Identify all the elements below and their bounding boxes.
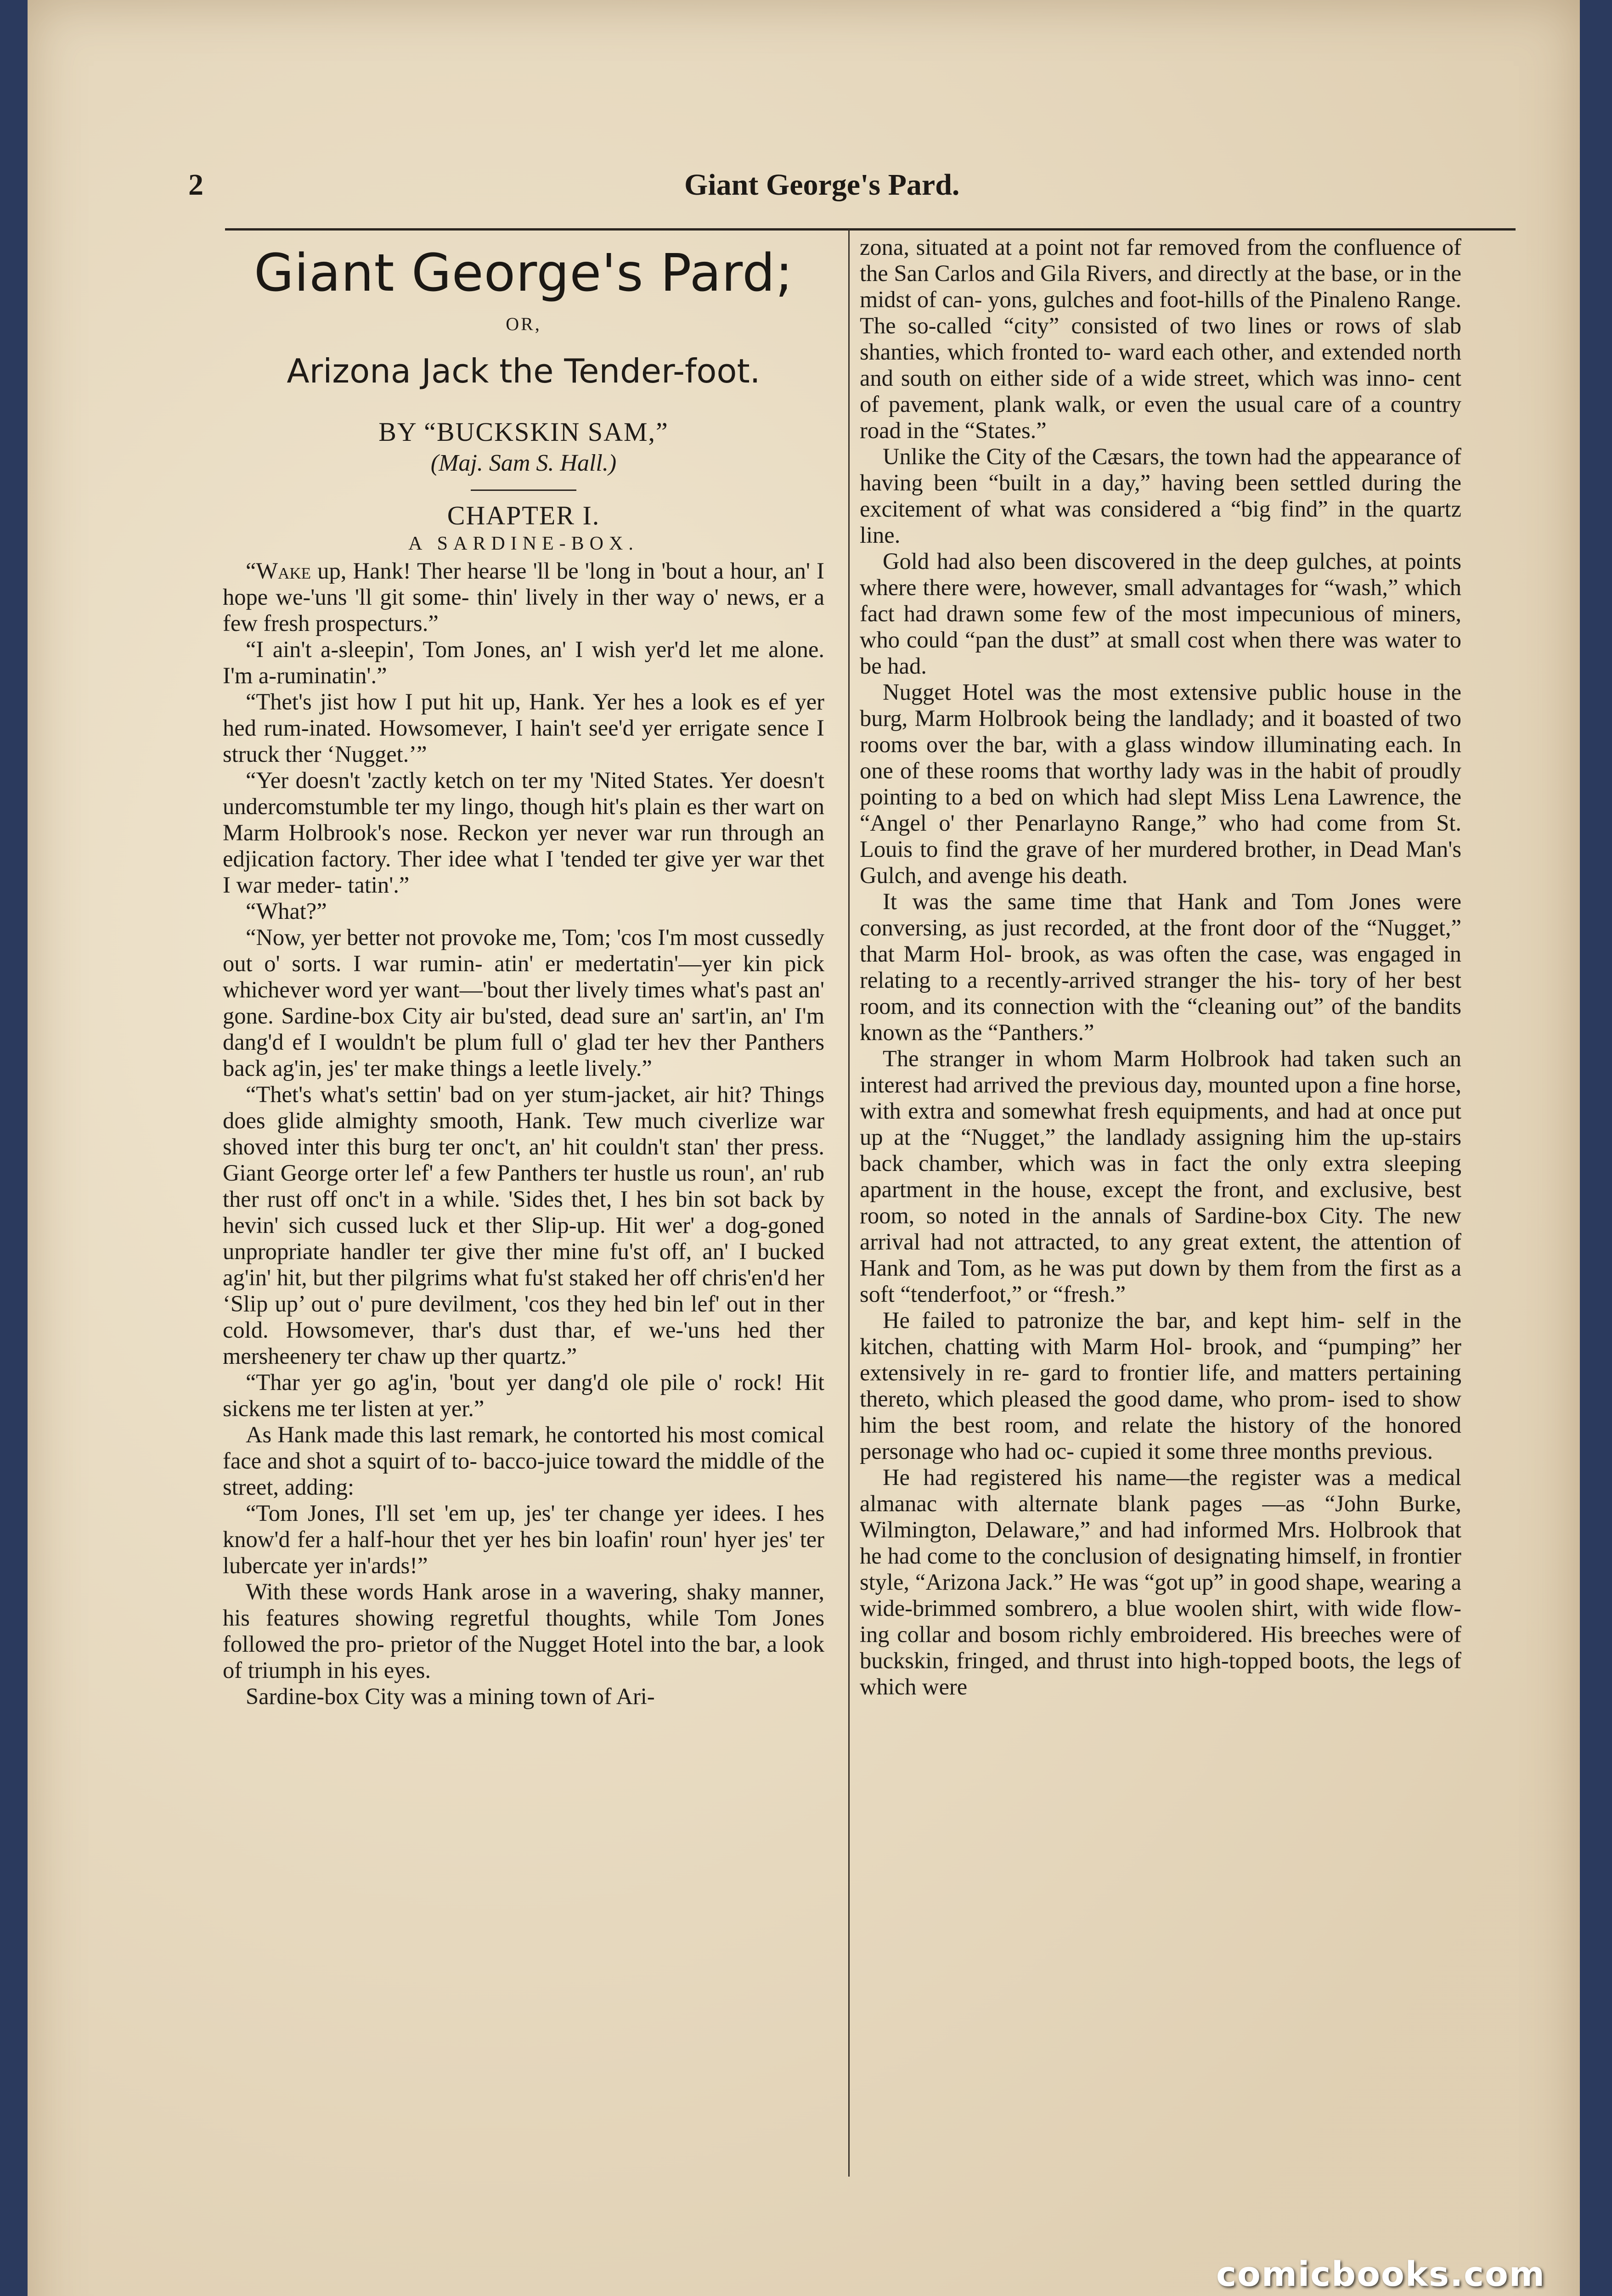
paragraph-text: Sardine-box City was a mining town of Ari- [246,1683,655,1709]
title-rule [471,490,576,491]
paragraph [223,767,824,898]
paragraph-text: “Thet's what's settin' bad on yer stum-jacket, air hit? Things does glide almighty smooth, Hank. Tew much civerlize war shoved inter this burg ter onc't, an' hit couldn't stan' ther press. Giant George orter lef' a few Panthers ter hustle us roun', an' rub ther rust off onc't in a while. 'Sides thet, I hes bin sot back by hevin' sich cussed luck et ther Slip-up. Hit wer' a dog-goned unpropriate handler ter give ther mine fu'st off, an' I bucked ag'in' hit, but ther pilgrims what fu'st staked her off chris'en'd her ‘Slip up’ out o' pure devilment, 'cos they hed bin lef' out in ther cold. Howsomever, thar's dust thar, ef we-'uns hed ther mersheenery ter chaw up ther quartz.” [223,1081,824,1369]
book-page [28,0,1580,2296]
paragraph-text: “Thar yer go ag'in, 'bout yer dang'd ole pile o' rock! Hit sickens me ter listen at yer.” [223,1369,824,1421]
left-column [223,234,824,2172]
header-rule [225,228,1516,231]
paragraph [860,1464,1461,1700]
left-body-text [223,558,824,1710]
paragraph [223,1579,824,1683]
paragraph [223,898,824,924]
paragraph-text: “What?” [246,898,327,924]
right-body-text [860,234,1461,1700]
paragraph-text: “Thet's jist how I put hit up, Hank. Yer hes a look es ef yer hed rum-inated. Howsomever, I hain't see'd yer errigate sence I struck ther ‘Nugget.’” [223,689,824,767]
watermark: comicbooks.com [1216,2255,1545,2294]
paragraph [860,889,1461,1046]
paragraph-text: It was the same time that Hank and Tom Jones were conversing, as just recorded, at the front door of the “Nugget,” that Marm Hol- brook, as was often the case, was engaged in relating to a recently-arrived stranger the his- tory of her best room, and its connection with the “cleaning out” of the bandits known as the “Panthers.” [860,889,1461,1045]
paragraph [223,1500,824,1579]
chapter-title: A SARDINE-BOX. [408,533,639,554]
paragraph [223,924,824,1081]
story-subtitle: Arizona Jack the Tender-foot. [287,352,761,390]
paragraph-text: Nugget Hotel was the most extensive public house in the burg, Marm Holbrook being the landlady; and it boasted of two rooms over the bar, with a glass window illuminating each. In one of these rooms that worthy lady was in the habit of proudly pointing to a bed on which had slept Miss Lena Lawrence, the “Angel o' ther Penarlayno Range,” who had come from St. Louis to find the grave of her murdered brother, in Dead Man's Gulch, and avenge his death. [860,679,1461,888]
page-number: 2 [188,168,203,202]
paragraph [860,548,1461,679]
paragraph-text: With these words Hank arose in a wavering, shaky manner, his features showing regretful thoughts, while Tom Jones followed the pro- prietor of the Nugget Hotel into the bar, a look of triumph in his eyes. [223,1579,824,1683]
running-header [188,168,1520,223]
paragraph [223,558,824,636]
paragraph [223,1422,824,1500]
paragraph [223,1369,824,1422]
paragraph [223,689,824,767]
chapter-heading: CHAPTER I. [447,501,600,530]
paragraph-text: zona, situated at a point not far removed from the confluence of the San Carlos and Gila Rivers, and directly at the base, or in the midst of can- yons, gulches and foot-hills of the Pinaleno Range. The so-called “city” consisted of two lines or rows of slab shanties, which fronted to- ward each other, and extended north and south on either side of a wide street, which was inno- cent of pavement, plank walk, or even the usual care of a country road in the “States.” [860,234,1461,443]
column-divider [848,230,850,2177]
paragraph [860,234,1461,444]
paragraph-text: As Hank made this last remark, he contorted his most comical face and shot a squirt of to- bacco-juice toward the middle of the street, adding: [223,1422,824,1500]
paragraph [860,679,1461,889]
paragraph-text: “I ain't a-sleepin', Tom Jones, an' I wish yer'd let me alone. I'm a-ruminatin'.” [223,636,824,688]
paragraph [223,1081,824,1369]
running-title: Giant George's Pard. [684,168,960,202]
paragraph-lead: “Wake [246,558,311,584]
story-or: OR, [506,314,541,334]
paragraph-text: up, Hank! Ther hearse 'll be 'long in 'bout a hour, an' I hope we-'uns 'll git some- thin' lively in ther way o' news, er a few fresh prospecturs.” [223,558,824,636]
paragraph-text: Unlike the City of the Cæsars, the town had the appearance of having been “built in a day,” having been settled during the excitement of what was considered a “big find” in the quartz line. [860,444,1461,548]
paragraph-text: “Now, yer better not provoke me, Tom; 'cos I'm most cussedly out o' sorts. I war rumin- atin' er medertatin'—yer kin pick whichever word yer want—'bout ther lively times what's past an' gone. Sardine-box City air bu'sted, dead sure an' sart'in, an' I'm dang'd ef I wouldn't be plum full o' glad ter hev ther Panthers back ag'in, jes' ter make things a leetle lively.” [223,924,824,1081]
paragraph [860,444,1461,548]
byline: BY “BUCKSKIN SAM,” [378,417,669,447]
paragraph-text: Gold had also been discovered in the deep gulches, at points where there were, however, small advantages for “wash,” which fact had drawn some few of the most impecunious of miners, who could “pan the dust” at small cost when there was water to be had. [860,548,1461,679]
byline-sub: (Maj. Sam S. Hall.) [430,450,617,476]
paragraph-text: “Tom Jones, I'll set 'em up, jes' ter change yer idees. I hes know'd fer a half-hour thet yer hes bin loafin' roun' hyer jes' ter lubercate yer in'ards!” [223,1500,824,1578]
paragraph-text: “Yer doesn't 'zactly ketch on ter my 'Nited States. Yer doesn't undercomstumble ter my lingo, though hit's plain es ther wart on Marm Holbrook's nose. Reckon yer never war run through an edjication factory. Ther idee what I 'tended ter give yer war thet I war meder- tatin'.” [223,767,824,898]
paragraph-text: He failed to patronize the bar, and kept him- self in the kitchen, chatting with Marm Hol- brook, and “pumping” her extensively in re- gard to frontier life, and matters pertaining thereto, which pleased the good dame, who prom- ised to show him the best room, and relate the history of the honored personage who had oc- cupied it some three months previous. [860,1307,1461,1464]
paragraph [860,1046,1461,1307]
paragraph [223,1683,824,1710]
story-title: Giant George's Pard; [254,243,794,303]
paragraph-text: The stranger in whom Marm Holbrook had taken such an interest had arrived the previous day, mounted upon a fine horse, with extra and somewhat fresh equipments, and had at once put up at the “Nugget,” the landlady assigning him the up-stairs back chamber, which was in fact the only extra sleeping apartment in the house, except the front, and exclusive, best room, so noted in the annals of Sardine-box City. The new arrival had not attracted, to any great extent, the attention of Hank and Tom, as he was put down by them from the first as a soft “tenderfoot,” or “fresh.” [860,1046,1461,1307]
paragraph [860,1307,1461,1464]
paragraph [223,636,824,689]
paragraph-text: He had registered his name—the register was a medical almanac with alternate blank pages —as “John Burke, Wilmington, Delaware,” and had informed Mrs. Holbrook that he had come to the conclusion of designating himself, in frontier style, “Arizona Jack.” He was “got up” in good shape, wearing a wide-brimmed sombrero, a blue woolen shirt, with wide flow- ing collar and bosom richly embroidered. His breeches were of buckskin, fringed, and thrust into high-topped boots, the legs of which were [860,1464,1461,1699]
right-column [860,234,1461,2172]
